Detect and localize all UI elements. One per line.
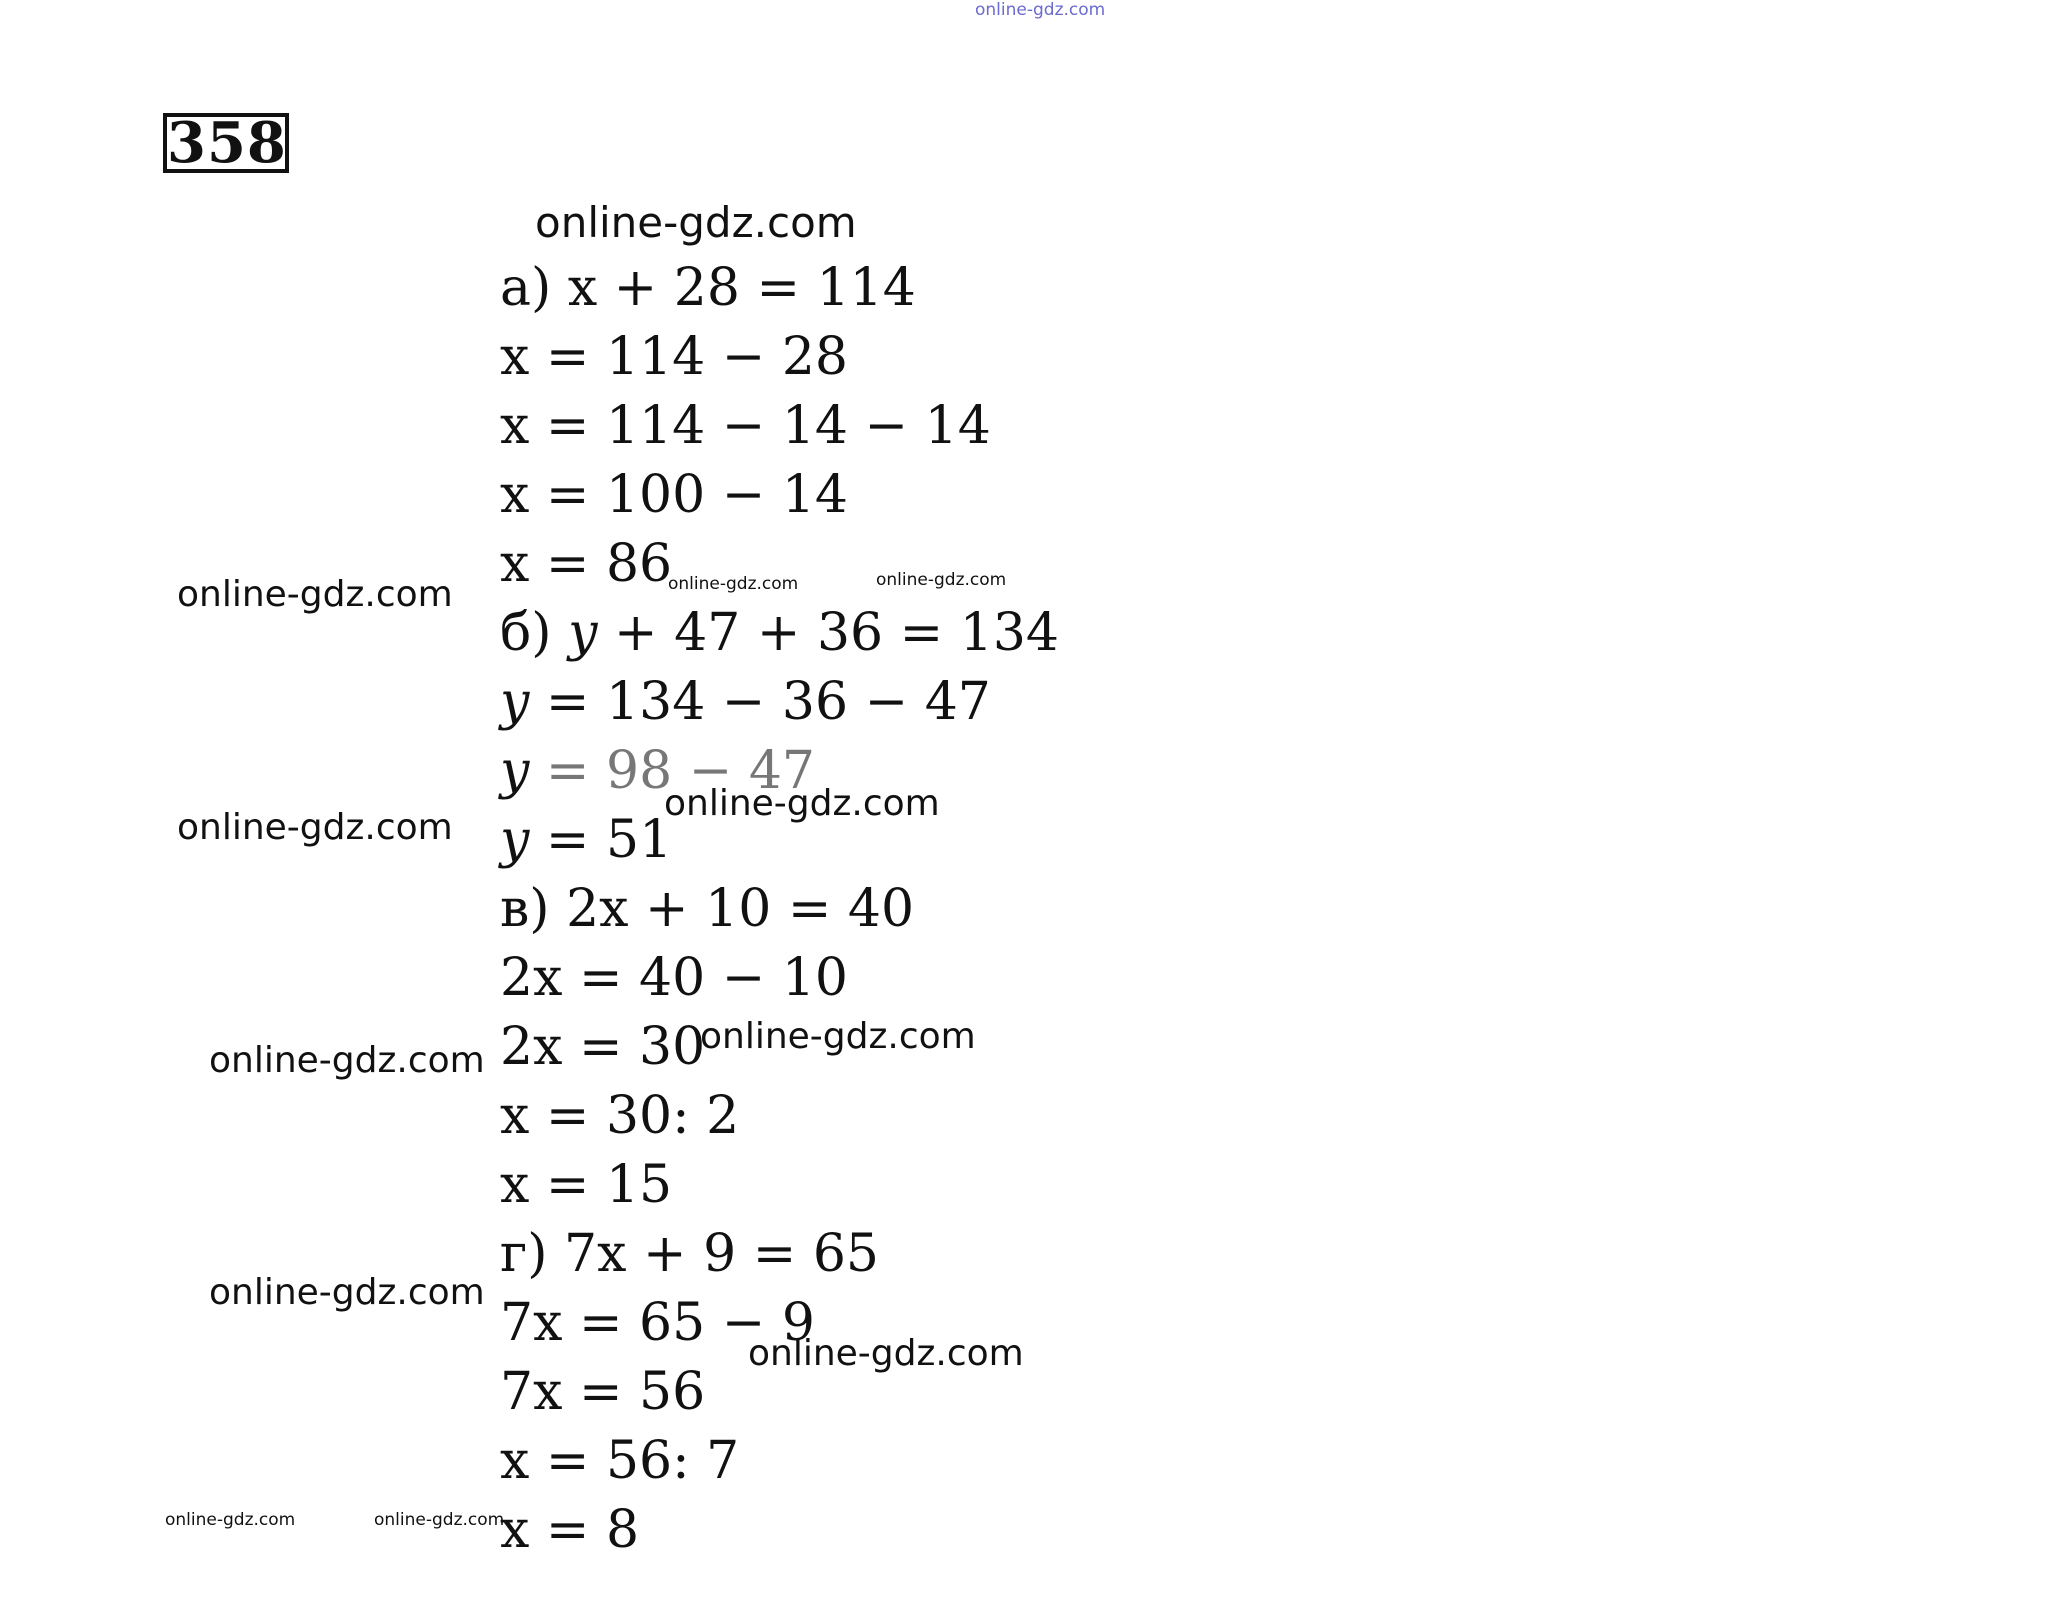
- watermark: online-gdz.com: [876, 570, 1007, 590]
- equation-line: 7x = 56: [500, 1362, 706, 1422]
- equation-line: y = 51: [500, 810, 673, 870]
- watermark: online-gdz.com: [177, 807, 453, 848]
- equation-line: x = 114 − 28: [500, 327, 849, 387]
- equation-line: г) 7x + 9 = 65: [500, 1224, 879, 1284]
- watermark: online-gdz.com: [664, 783, 940, 824]
- watermark: online-gdz.com: [165, 1510, 296, 1530]
- watermark: online-gdz.com: [209, 1272, 485, 1313]
- equation-line: x = 86: [500, 534, 673, 594]
- equation-line: б) y + 47 + 36 = 134: [500, 603, 1059, 663]
- watermark: online-gdz.com: [700, 1016, 976, 1057]
- equation-line: x = 15: [500, 1155, 673, 1215]
- equation-line: y = 98 − 47: [500, 741, 815, 801]
- watermark: online-gdz.com: [209, 1040, 485, 1081]
- equation-line: 2x = 40 − 10: [500, 948, 849, 1008]
- equation-line: а) x + 28 = 114: [500, 258, 916, 318]
- equation-line: в) 2x + 10 = 40: [500, 879, 915, 939]
- equation-line: x = 100 − 14: [500, 465, 849, 525]
- equation-line: 7x = 65 − 9: [500, 1293, 815, 1353]
- problem-number-box: 358: [163, 113, 289, 173]
- equation-line: x = 30: 2: [500, 1086, 740, 1146]
- equation-line: x = 8: [500, 1500, 640, 1560]
- watermark: online-gdz.com: [177, 574, 453, 615]
- equation-line: x = 114 − 14 − 14: [500, 396, 991, 456]
- watermark-top: online-gdz.com: [975, 0, 1106, 20]
- watermark: online-gdz.com: [748, 1333, 1024, 1374]
- watermark: online-gdz.com: [374, 1510, 505, 1530]
- equation-line: y = 134 − 36 − 47: [500, 672, 991, 732]
- equation-line: 2x = 30: [500, 1017, 706, 1077]
- watermark-header: online-gdz.com: [535, 198, 857, 247]
- equation-line: x = 56: 7: [500, 1431, 740, 1491]
- watermark: online-gdz.com: [668, 574, 799, 594]
